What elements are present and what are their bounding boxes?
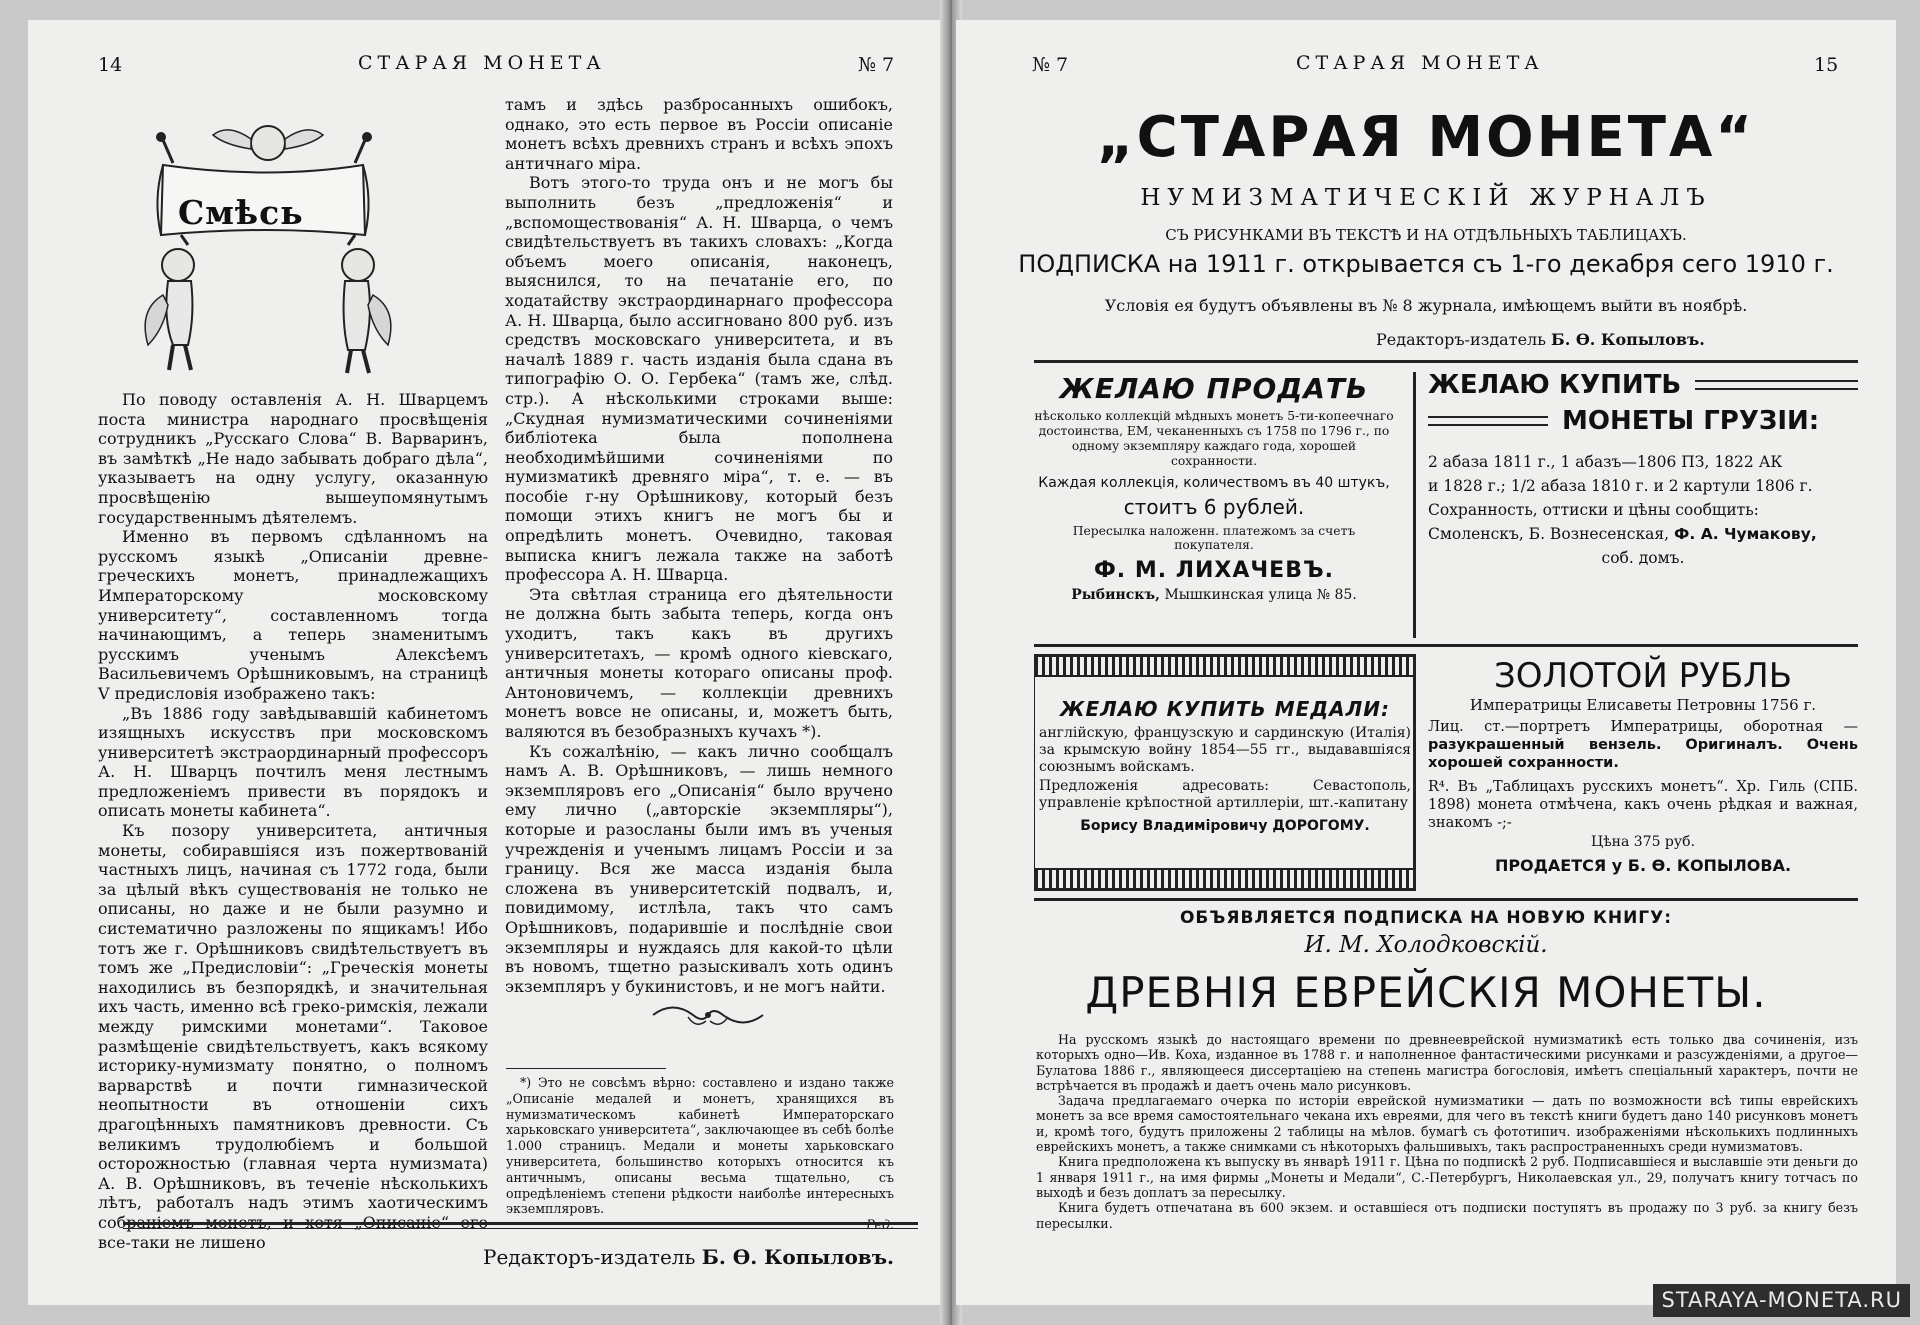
running-title: СТАРАЯ МОНЕТА: [358, 52, 606, 74]
ad-contact: Борису Владиміровичу ДОРОГОМУ.: [1080, 818, 1370, 834]
left-column-1: [98, 390, 488, 1252]
journal-subtitle: НУМИЗМАТИЧЕСКІЙ ЖУРНАЛЪ: [1140, 185, 1712, 211]
left-page: [28, 20, 946, 1305]
ad-body: [1428, 450, 1858, 570]
ad-street: Мышкинская улица № 85.: [1164, 587, 1357, 603]
rule-ornament: [1428, 416, 1548, 426]
ad-price: Цѣна 375 руб.: [1590, 834, 1696, 850]
divider-vertical: [1413, 372, 1416, 638]
issue-number: № 7: [1032, 54, 1069, 76]
footnote-rule: [506, 1068, 666, 1069]
ad-highlight: Очень хорошей сохранности.: [1428, 737, 1858, 771]
conditions-notice: Условія ея будутъ объявлены въ № 8 журнала, имѣющемъ выйти въ ноябрѣ.: [1104, 296, 1748, 315]
paragraph: Книга предположена къ выпуску въ январѣ 1911 г. Цѣна по подпискѣ 2 руб. Подписавшіеся и выславшіе эти деньги до 1 января 1911 г., на имя фирмы „Монеты и Медали“, С.-Петербургъ, Николаевская ул., 29, получатъ книгу тотчасъ по выходѣ и безъ доплатъ за пересылку.: [1036, 1154, 1858, 1200]
paragraph: Именно въ первомъ сдѣланномъ на русскомъ языкѣ „Описаніи древне-греческихъ монетъ, принадлежащихъ Императорскому московскому университету“, составленномъ тогда начинающимъ, а теперь знаменитымъ русскимъ ученымъ Алексѣемъ Васильевичемъ Орѣшниковымъ, на страницѣ V предисловія изображено такъ:: [98, 527, 488, 703]
paragraph: Задача предлагаемаго очерка по исторіи еврейской нумизматики — дать по возможности всѣ типы еврейскихъ монетъ за все время самостоятельнаго чекана ихъ евреями, для чего въ текстѣ книги будетъ дано 140 рисунковъ монетъ и, кромѣ того, будутъ приложены 2 таблицы на мѣлов. бумагѣ съ фототипич. изображеніями нѣсколькихъ подлинныхъ еврейскихъ монетъ, а также снимками съ нѣкоторыхъ фальшивыхъ, такъ распространенныхъ среди нумизматовъ.: [1036, 1093, 1858, 1155]
ad-text: Предложенія адресовать: Севастополь, управленіе крѣпостной артиллеріи, шт.-капитану: [1039, 778, 1411, 811]
book-announce: ОБЪЯВЛЯЕТСЯ ПОДПИСКА НА НОВУЮ КНИГУ:: [1179, 908, 1673, 928]
ad-line: соб. домъ.: [1601, 549, 1685, 567]
ad-line: и 1828 г.; 1/2 абаза 1810 г. и 2 картули 1806 г.: [1428, 477, 1813, 495]
ad-title: ЖЕЛАЮ КУПИТЬ МЕДАЛИ:: [1060, 697, 1390, 721]
ad-city: Рыбинскъ,: [1071, 587, 1160, 603]
right-page: [956, 20, 1896, 1305]
left-column-2: [505, 95, 893, 996]
ad-seller: ПРОДАЕТСЯ у Б. Ѳ. КОПЫЛОВА.: [1494, 856, 1792, 875]
ad-body: [1428, 718, 1858, 772]
paragraph: Къ сожалѣнію, — какъ лично сообщалъ намъ А. В. Орѣшниковъ, — лишь немного экземпляровъ его „Описанія“ было вручено ему лично („авторскіе экземпляры“), которые и разосланы были имъ въ ученыя учрежденія и ученымъ лицамъ Россіи и за границу. Вся же масса изданія была сложена въ университетскій подвалъ, и, повидимому, истлѣла, такъ что самъ Орѣшниковъ, подарившіе и послѣдніе свои экземпляры и нуждаясь для какой-то цѣли въ новомъ, тщетно разыскивалъ хоть одинъ экземпляръ у букинистовъ, и не могъ найти.: [505, 741, 893, 996]
editor-line: [483, 1245, 894, 1269]
ad-medals-box: [1034, 654, 1416, 891]
ad-title-row: [1428, 370, 1858, 400]
lower-rule: [1034, 898, 1858, 901]
decorative-band: [1035, 868, 1415, 890]
bottom-rule-thin: [123, 1228, 918, 1229]
flourish-ornament: [648, 995, 768, 1035]
ad-address: [1034, 587, 1394, 603]
paragraph: На русскомъ языкѣ до настоящаго времени по древнееврейской нумизматикѣ есть только два сочиненія, изъ которыхъ одно—Ив. Коха, изданное въ 1788 г. и наполненное фантастическими рисунками и разсужденіями, а другое—Булатова 1886 г., являющееся диссертаціею на степень магистра богословія, имѣетъ спеціальный характеръ, почти не встрѣчается въ продажѣ и даетъ очень мало рисунковъ.: [1036, 1032, 1858, 1093]
ad-highlight: Оригиналъ.: [1685, 737, 1783, 753]
book-title: ДРЕВНІЯ ЕВРЕЙСКІЯ МОНЕТЫ.: [1085, 968, 1767, 1017]
ad-title: ЗОЛОТОЙ РУБЛЬ: [1493, 656, 1793, 696]
paragraph: По поводу оставленія А. Н. Шварцемъ поста министра народнаго просвѣщенія сотрудникъ „Русскаго Слова“ В. Варваринъ, въ замѣткѣ „Не надо забывать добраго дѣла“, указываетъ на одну услугу, оказанную просвѣщенію вышеупомянутымъ государственнымъ дѣятелемъ.: [98, 390, 488, 527]
paragraph: Эта свѣтлая страница его дѣятельности не должна быть забыта теперь, когда онъ уходитъ, такъ какъ въ другихъ университетахъ, — кромѣ одного кіевскаго, античныя монеты котораго описаны проф. Антоновичемъ, — коллекціи древнихъ монетъ вовсе не описаны, и, можетъ быть, валяются въ безобразныхъ кучахъ *).: [505, 584, 893, 741]
ad-line: Сохранность, оттиски и цѣны сообщить:: [1428, 501, 1759, 519]
ad-title-row: [1428, 406, 1858, 436]
section-title: Смѣсь: [178, 193, 304, 232]
header-rule: [1034, 360, 1858, 363]
masthead: „СТАРАЯ МОНЕТА“: [1096, 105, 1756, 170]
ad-highlight: разукрашенный вензель.: [1428, 737, 1662, 753]
ad-subtitle: Императрицы Елисаветы Петровны 1756 г.: [1469, 696, 1817, 714]
running-title: СТАРАЯ МОНЕТА: [1296, 52, 1544, 74]
tagline: СЪ РИСУНКАМИ ВЪ ТЕКСТѢ И НА ОТДѢЛЬНЫХЪ ТАБЛИЦАХЪ.: [1165, 226, 1687, 244]
quote-paragraph: „Въ 1886 году завѣдывавшій кабинетомъ изящныхъ искусствъ при московскомъ университетѣ экстраординарный профессоръ А. Н. Шварцъ почтилъ меня лестнымъ предложеніемъ привести въ порядокъ и описать монеты кабинета“.: [98, 703, 488, 821]
right-running-head: [956, 50, 1896, 80]
bottom-rule: [123, 1222, 918, 1225]
ad-line: R⁴. Въ „Таблицахъ русскихъ монетъ“. Хр. Гиль (СПБ. 1898) монета отмѣчена, какъ очень рѣдкая и важная, знакомъ -;-: [1428, 779, 1858, 831]
paragraph: Къ позору университета, античныя монеты, собиравшіяся изъ пожертвованій частныхъ лицъ, начиная съ 1772 года, были за цѣлый вѣкъ существованія не только не описаны, но даже и не были разумно и систематично разложены по ящикамъ! Ибо тотъ же г. Орѣшниковъ свидѣтельствуетъ въ томъ же „Предисловіи“: „Греческія монеты находились въ безпорядкѣ, и значительная ихъ часть, именно всѣ греко-римскія, лежали между римскими монетами“. Таковое размѣщеніе свидѣтельствуетъ, какъ всякому историку-нумизмату понятно, о полномъ варварствѣ и почти гимназической неопытности въ отношеніи сихъ драгоцѣнныхъ памятниковъ древности. Съ великимъ трудолюбіемъ и большой осторожностью (главная черта нумизмата) А. В. Орѣшниковъ, въ теченіе нѣсколькихъ лѣтъ, работалъ надъ этимъ хаотическимъ собраніемъ монетъ, и хотя „Описаніе“ его все-таки не лишено: [98, 821, 488, 1252]
issue-number: № 7: [858, 54, 895, 76]
paragraph: тамъ и здѣсь разбросанныхъ ошибокъ, однако, это есть первое въ Россіи описаніе монетъ всѣхъ древнихъ странъ и всѣхъ эпохъ античнаго міра.: [505, 95, 893, 173]
editor-prefix: Редакторъ-издатель: [1376, 330, 1546, 349]
ad-line: Лиц. ст.—портретъ Императрицы, оборотная —: [1428, 719, 1858, 735]
rule-ornament: [1695, 380, 1858, 390]
editor-name: Б. Ѳ. Копыловъ.: [701, 1245, 894, 1269]
decorative-band: [1035, 655, 1415, 677]
divider-vertical: [1413, 654, 1416, 890]
mid-rule: [1034, 644, 1858, 647]
footnote-signature: Ред.: [866, 1217, 894, 1233]
ad-medals: [1035, 697, 1415, 834]
left-running-head: [28, 50, 946, 80]
editor-prefix: Редакторъ-издатель: [483, 1245, 696, 1269]
book-author: И. М. Холодковскій.: [1304, 932, 1548, 958]
ad-title: ЖЕЛАЮ ПРОДАТЬ: [1059, 372, 1369, 405]
ad-contact: Ф. А. Чумакову,: [1674, 525, 1817, 543]
subscription-notice: ПОДПИСКА на 1911 г. открывается съ 1-го декабря сего 1910 г.: [1018, 250, 1834, 278]
ad-gold-ruble: [1428, 656, 1858, 875]
ad-line: 2 абаза 1811 г., 1 абазъ—1806 ПЗ, 1822 АК: [1428, 453, 1783, 471]
ad-buy-georgia: [1428, 370, 1858, 570]
site-watermark: STARAYA-MONETA.RU: [1653, 1284, 1910, 1317]
page-number: 15: [1814, 54, 1839, 76]
ad-text: англійскую, французскую и сардинскую (Италія) за крымскую войну 1854—55 гг., выдававшіяся союзнымъ войскамъ.: [1039, 725, 1411, 775]
ad-title: ЖЕЛАЮ КУПИТЬ: [1428, 370, 1682, 400]
editor-name: Б. Ѳ. Копыловъ.: [1551, 330, 1705, 349]
page-number: 14: [98, 54, 123, 76]
footnote: [506, 1075, 894, 1233]
cherubs-banner-illustration: [133, 105, 403, 375]
ad-text: нѣсколько коллекцій мѣдныхъ монетъ 5-ти-копеечнаго достоинства, ЕМ, чеканенныхъ съ 1758 по 1796 г., по одному экземпляру каждаго года, хорошей сохранности.: [1034, 409, 1394, 468]
book-description: [1036, 1032, 1858, 1231]
paragraph: Вотъ этого-то труда онъ и не могъ бы выполнить безъ „предложенія“ и „вспомоществованія“ А. Н. Шварца, о чемъ свидѣтельствуетъ въ такихъ словахъ: „Когда объемъ моего описанія, наконецъ, выяснился, то на печатаніе его, по ходатайству экстраординарнаго профессора А. Н. Шварца, было ассигновано 800 руб. изъ средствъ московскаго университета, и въ началѣ 1889 г. часть изданія была сдана въ типографію О. О. Гербека“ (тамъ же, слѣд. стр.). А нѣсколькими строками выше: „Скудная нумизматическими сочиненіями библіотека была пополнена необходимѣйшими сочиненіями по нумизматикѣ древняго міра“, т. е. — въ пособіе г-ну Орѣшникову, который безъ помощи этихъ книгъ не могъ бы и опредѣлить монетъ. Очевидно, таковая выписка книгъ лежала также на заботѣ профессора А. Н. Шварца.: [505, 173, 893, 585]
paragraph: Книга будетъ отпечатана въ 600 экзем. и оставшіеся отъ подписки поступятъ въ продажу по 3 руб. за книгу безъ пересылки.: [1036, 1200, 1858, 1231]
ad-line: Каждая коллекція, количествомъ въ 40 штукъ,: [1038, 475, 1390, 491]
ad-sell-collections: [1034, 372, 1394, 603]
editor-line: [1376, 330, 1705, 349]
ad-delivery: Пересылка наложенн. платежомъ за счетъ покупателя.: [1072, 524, 1356, 552]
footnote-text: *) Это не совсѣмъ вѣрно: составлено и издано также „Описаніе медалей и монетъ, хранящихся въ нумизматическомъ кабинетѣ Императорскаго харьковскаго университета“, заключающее въ себѣ болѣе 1.000 страницъ. Медали и монеты харьковскаго университета, большинство которыхъ относится къ античнымъ, описаны весьма тщательно, съ опредѣленіемъ степени рѣдкости наиболѣе интересныхъ экземпляровъ.: [506, 1075, 894, 1217]
ad-address: Смоленскъ, Б. Вознесенская,: [1428, 525, 1670, 543]
ad-price: стоитъ 6 рублей.: [1123, 495, 1305, 519]
ad-title: МОНЕТЫ ГРУЗІИ:: [1562, 406, 1820, 436]
ad-seller-name: Ф. М. ЛИХАЧЕВЪ.: [1093, 558, 1335, 583]
